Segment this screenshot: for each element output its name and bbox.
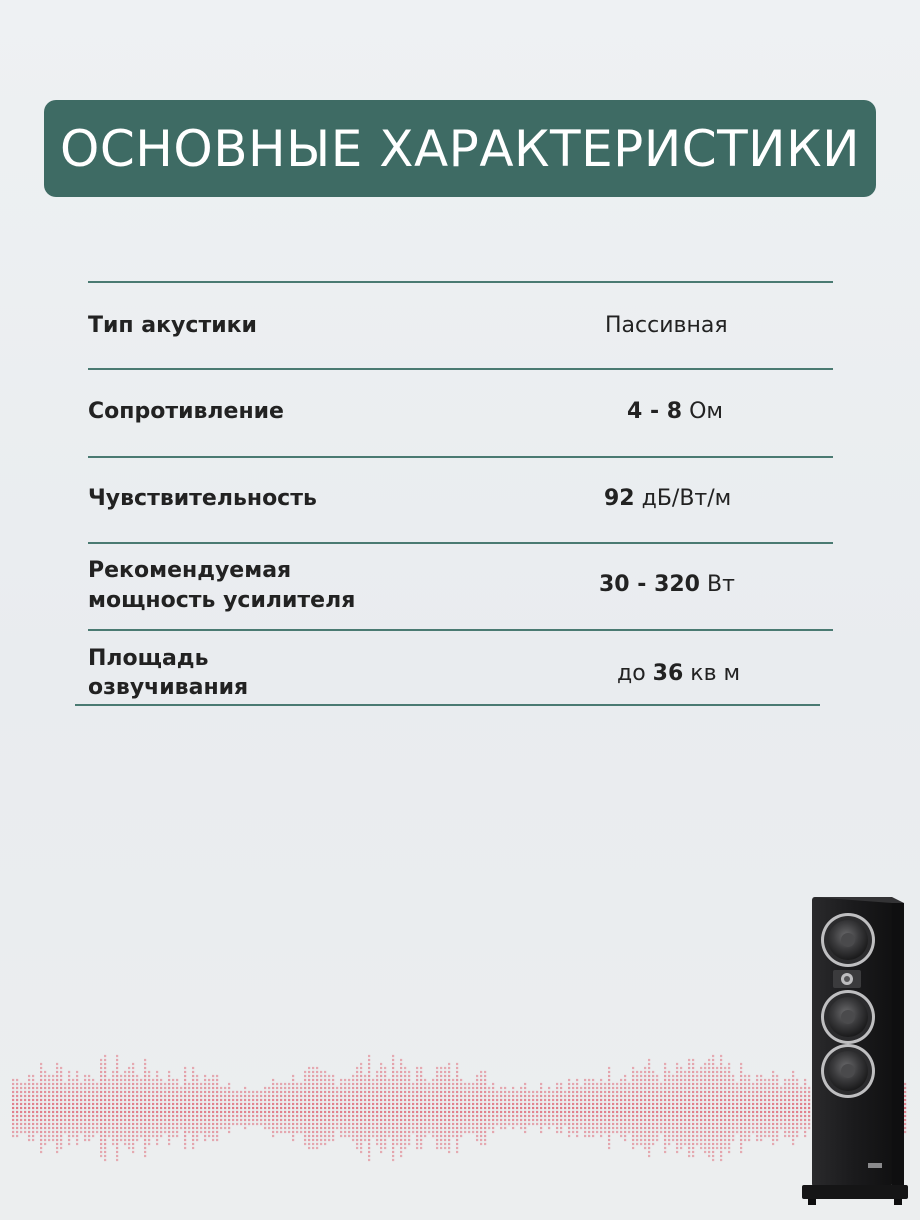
table-divider [88, 629, 833, 631]
spec-value-power-number: 30 - 320 [599, 572, 700, 597]
table-divider [88, 368, 833, 370]
spec-value-power [599, 570, 735, 599]
spec-label-area-line2: озвучивания [88, 675, 249, 700]
spec-value-impedance-unit: Ом [689, 399, 723, 424]
floorstanding-speaker-icon [800, 895, 912, 1207]
spec-value-sensitivity [604, 484, 731, 513]
spec-label-power-line2: мощность усилителя [88, 588, 356, 613]
page-title: ОСНОВНЫЕ ХАРАКТЕРИСТИКИ [60, 119, 860, 178]
spec-label-type: Тип акустики [88, 313, 257, 338]
spec-value-impedance [627, 397, 723, 426]
spec-value-impedance-number: 4 - 8 [627, 399, 683, 424]
table-divider [88, 542, 833, 544]
spec-value-area-unit: кв м [690, 661, 741, 686]
table-divider [88, 456, 833, 458]
spec-label-impedance: Сопротивление [88, 399, 284, 424]
spec-value-type: Пассивная [605, 313, 728, 338]
spec-value-power-unit: Вт [707, 572, 735, 597]
spec-label-sensitivity: Чувствительность [88, 486, 317, 511]
sound-wave-icon [0, 1040, 920, 1190]
table-divider [75, 704, 820, 706]
spec-value-area-number: 36 [652, 661, 684, 686]
spec-value-sensitivity-number: 92 [604, 486, 635, 511]
spec-label-power-line1: Рекомендуемая [88, 558, 292, 583]
spec-value-area-prefix: до [617, 661, 646, 686]
spec-value-area [617, 659, 740, 688]
spec-value-sensitivity-unit: дБ/Вт/м [641, 486, 732, 511]
spec-label-area-line1: Площадь [88, 646, 209, 671]
table-divider [88, 281, 833, 283]
